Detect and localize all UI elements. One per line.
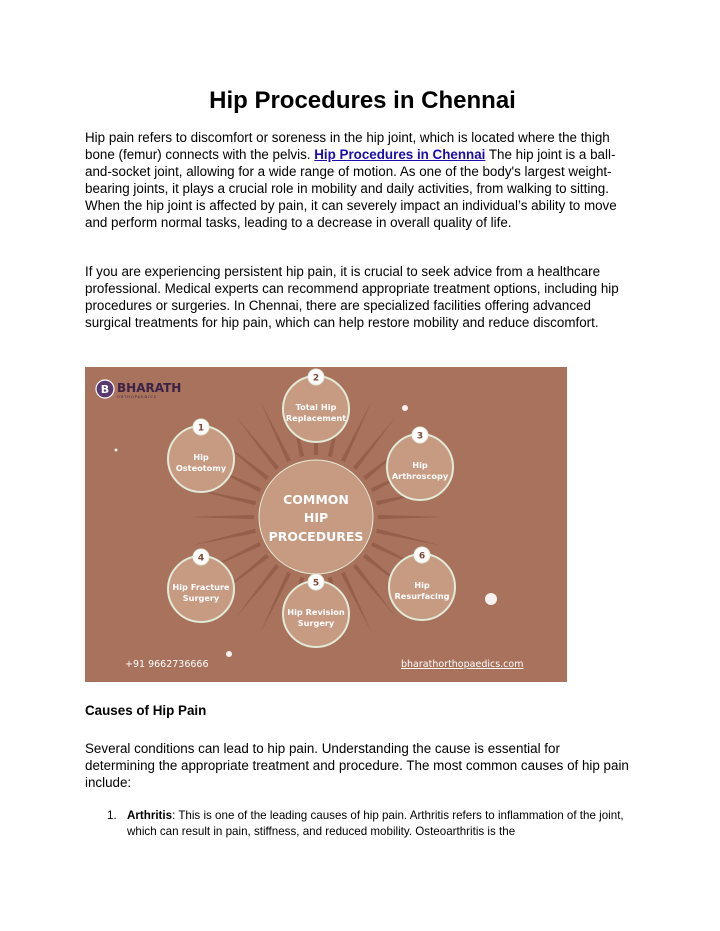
procedure-number: 2 bbox=[312, 373, 320, 384]
list-item-text: : This is one of the leading causes of hip pain. Arthritis refers to inflammation of the joint, which can result in pain, stiffness, and reduced mobility. Osteoarthritis is the bbox=[127, 809, 624, 838]
center-line-1: COMMON bbox=[283, 492, 349, 507]
procedure-label-line2: Surgery bbox=[297, 618, 335, 628]
center-line-3: PROCEDURES bbox=[268, 529, 364, 544]
sparkle-icon bbox=[485, 593, 497, 605]
causes-list bbox=[85, 808, 645, 840]
logo-letter: B bbox=[100, 383, 110, 396]
brand-subtitle: ORTHOPAEDICS bbox=[117, 395, 158, 399]
sparkle-icon bbox=[402, 405, 408, 411]
center-circle bbox=[259, 460, 373, 574]
procedure-number: 1 bbox=[197, 423, 205, 434]
procedure-number: 3 bbox=[416, 431, 424, 442]
common-hip-procedures-infographic bbox=[85, 367, 567, 682]
procedure-label-line2: Osteotomy bbox=[175, 463, 227, 473]
procedure-label-line2: Resurfacing bbox=[394, 591, 450, 601]
website-url: bharathorthopaedics.com bbox=[401, 659, 524, 670]
causes-intro-paragraph: Several conditions can lead to hip pain. Understanding the cause is essential for determining the appropriate treatment and procedure. The most common causes of hip pain include: bbox=[85, 741, 629, 790]
procedure-label-line1: Hip Revision bbox=[287, 607, 345, 617]
section-heading: Causes of Hip Pain bbox=[85, 703, 207, 718]
procedure-number: 4 bbox=[197, 553, 205, 564]
procedure-label-line2: Surgery bbox=[182, 593, 220, 603]
page-title: Hip Procedures in Chennai bbox=[209, 87, 516, 114]
list-item-term: Arthritis bbox=[127, 809, 173, 822]
intro-text-before: Hip pain refers to discomfort or soreness in the hip joint, which is located where the thigh bone (femur) connects with the pelvis. bbox=[85, 130, 610, 162]
procedure-label-line1: Hip bbox=[414, 580, 430, 590]
advice-paragraph: If you are experiencing persistent hip pain, it is crucial to seek advice from a healthcare professional. Medical experts can recommend appropriate treatment options, including hip procedures or surgeries. In Chennai, there are specialized facilities offering advanced surgical treatments for hip pain, which can help restore mobility and reduce discomfort. bbox=[85, 264, 619, 330]
hip-procedures-link[interactable]: Hip Procedures in Chennai bbox=[314, 146, 486, 162]
center-line-2: HIP bbox=[303, 510, 329, 525]
brand-name: BHARATH bbox=[117, 381, 182, 395]
intro-text-after: The hip joint is a ball-and-socket joint, allowing for a wide range of motion. As one of the body's largest weight-bearing joints, it plays a crucial role in mobility and daily activities, from walking to sitting. When the hip joint is affected by pain, it can severely impact an individual’s ability to move and perform normal tasks, leading to a decrease in overall quality of life. bbox=[85, 146, 617, 230]
procedure-label-line2: Arthroscopy bbox=[391, 471, 449, 481]
list-item bbox=[85, 808, 645, 840]
contact-phone: +91 9662736666 bbox=[125, 659, 209, 670]
procedure-label-line1: Hip bbox=[412, 460, 428, 470]
procedure-label-line1: Hip Fracture bbox=[172, 582, 230, 592]
procedure-label-line1: Total Hip bbox=[295, 402, 337, 412]
sparkle-icon bbox=[226, 651, 232, 657]
procedure-number: 5 bbox=[312, 578, 320, 589]
sparkle-icon bbox=[115, 449, 118, 452]
intro-paragraph bbox=[85, 130, 633, 231]
procedure-label-line2: Replacement bbox=[285, 413, 347, 423]
procedure-number: 6 bbox=[418, 551, 426, 562]
list-item-number: 1. bbox=[107, 809, 117, 822]
procedure-label-line1: Hip bbox=[193, 452, 209, 462]
